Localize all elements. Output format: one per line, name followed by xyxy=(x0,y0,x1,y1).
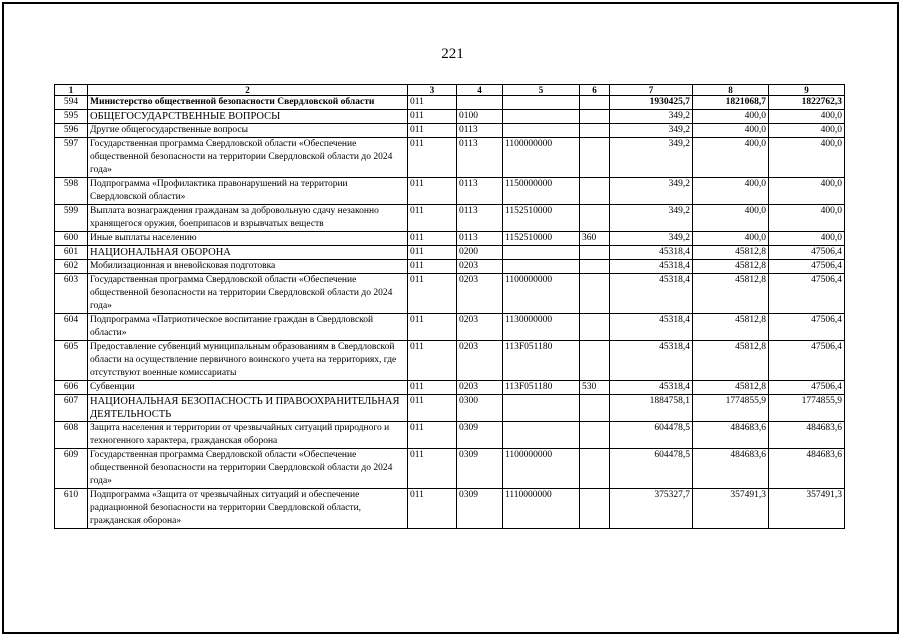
row-number: 594 xyxy=(55,96,88,110)
row-expense-type: 360 xyxy=(580,232,610,246)
row-ministry-code: 011 xyxy=(408,232,457,246)
row-amount-col9: 484683,6 xyxy=(769,449,845,489)
table-row xyxy=(55,274,845,314)
table-row xyxy=(55,489,845,529)
row-number: 602 xyxy=(55,260,88,274)
table-row xyxy=(55,124,845,138)
header-cell: 6 xyxy=(580,85,610,96)
row-expense-type xyxy=(580,274,610,314)
row-section-code: 0113 xyxy=(457,205,503,232)
row-amount-col7: 349,2 xyxy=(610,138,693,178)
row-target-code: 1130000000 xyxy=(503,314,580,341)
row-expense-type xyxy=(580,489,610,529)
row-amount-col7: 45318,4 xyxy=(610,246,693,260)
row-section-code: 0200 xyxy=(457,246,503,260)
row-target-code xyxy=(503,110,580,124)
row-number: 605 xyxy=(55,341,88,381)
table-row xyxy=(55,138,845,178)
row-expense-type xyxy=(580,449,610,489)
row-amount-col8: 1821068,7 xyxy=(693,96,769,110)
row-name: Подпрограмма «Защита от чрезвычайных ситуаций и обеспечение радиационной безопасности на территории Свердловской области, гражданская оборона» xyxy=(88,489,408,529)
row-amount-col8: 45812,8 xyxy=(693,260,769,274)
row-number: 604 xyxy=(55,314,88,341)
header-cell: 4 xyxy=(457,85,503,96)
row-amount-col7: 349,2 xyxy=(610,232,693,246)
row-amount-col8: 484683,6 xyxy=(693,449,769,489)
row-ministry-code: 011 xyxy=(408,110,457,124)
table-row xyxy=(55,246,845,260)
row-section-code: 0203 xyxy=(457,274,503,314)
row-amount-col7: 604478,5 xyxy=(610,422,693,449)
row-amount-col7: 45318,4 xyxy=(610,341,693,381)
row-ministry-code: 011 xyxy=(408,260,457,274)
table-row xyxy=(55,96,845,110)
row-target-code: 113F051180 xyxy=(503,381,580,395)
row-amount-col8: 357491,3 xyxy=(693,489,769,529)
row-name: ОБЩЕГОСУДАРСТВЕННЫЕ ВОПРОСЫ xyxy=(88,110,408,124)
row-amount-col9: 400,0 xyxy=(769,124,845,138)
row-target-code xyxy=(503,395,580,422)
row-amount-col7: 349,2 xyxy=(610,124,693,138)
table-row xyxy=(55,205,845,232)
row-expense-type xyxy=(580,124,610,138)
row-amount-col9: 47506,4 xyxy=(769,246,845,260)
row-amount-col8: 45812,8 xyxy=(693,341,769,381)
row-amount-col9: 1822762,3 xyxy=(769,96,845,110)
row-name: Подпрограмма «Профилактика правонарушений на территории Свердловской области» xyxy=(88,178,408,205)
row-name: Защита населения и территории от чрезвычайных ситуаций природного и техногенного характера, гражданская оборона xyxy=(88,422,408,449)
row-name: Государственная программа Свердловской области «Обеспечение общественной безопасности на территории Свердловской области до 2024 года» xyxy=(88,138,408,178)
row-name: Субвенции xyxy=(88,381,408,395)
row-amount-col8: 400,0 xyxy=(693,205,769,232)
row-ministry-code: 011 xyxy=(408,422,457,449)
row-target-code: 1110000000 xyxy=(503,489,580,529)
row-section-code: 0113 xyxy=(457,124,503,138)
row-section-code: 0203 xyxy=(457,314,503,341)
table-body xyxy=(55,96,845,529)
row-name: Мобилизационная и вневойсковая подготовка xyxy=(88,260,408,274)
row-ministry-code: 011 xyxy=(408,205,457,232)
row-section-code: 0203 xyxy=(457,260,503,274)
row-section-code: 0309 xyxy=(457,422,503,449)
row-amount-col7: 45318,4 xyxy=(610,260,693,274)
row-amount-col9: 47506,4 xyxy=(769,274,845,314)
table-row xyxy=(55,232,845,246)
row-amount-col8: 1774855,9 xyxy=(693,395,769,422)
row-expense-type xyxy=(580,341,610,381)
row-ministry-code: 011 xyxy=(408,274,457,314)
row-name: Выплата вознаграждения гражданам за добровольную сдачу незаконно хранящегося оружия, боеприпасов и взрывчатых веществ xyxy=(88,205,408,232)
row-amount-col8: 400,0 xyxy=(693,232,769,246)
row-target-code: 1100000000 xyxy=(503,274,580,314)
row-amount-col8: 400,0 xyxy=(693,124,769,138)
row-ministry-code: 011 xyxy=(408,178,457,205)
row-name: НАЦИОНАЛЬНАЯ ОБОРОНА xyxy=(88,246,408,260)
row-amount-col7: 349,2 xyxy=(610,110,693,124)
row-name: Иные выплаты населению xyxy=(88,232,408,246)
row-expense-type xyxy=(580,178,610,205)
header-row xyxy=(55,85,845,96)
header-cell: 7 xyxy=(610,85,693,96)
row-number: 595 xyxy=(55,110,88,124)
table-row xyxy=(55,449,845,489)
row-number: 601 xyxy=(55,246,88,260)
row-amount-col7: 604478,5 xyxy=(610,449,693,489)
row-target-code xyxy=(503,96,580,110)
row-amount-col8: 45812,8 xyxy=(693,246,769,260)
row-number: 606 xyxy=(55,381,88,395)
row-expense-type xyxy=(580,138,610,178)
row-target-code: 1152510000 xyxy=(503,232,580,246)
row-amount-col9: 400,0 xyxy=(769,110,845,124)
row-amount-col7: 1930425,7 xyxy=(610,96,693,110)
row-amount-col9: 357491,3 xyxy=(769,489,845,529)
row-expense-type: 530 xyxy=(580,381,610,395)
row-amount-col9: 47506,4 xyxy=(769,341,845,381)
row-number: 610 xyxy=(55,489,88,529)
row-amount-col8: 400,0 xyxy=(693,138,769,178)
header-cell: 3 xyxy=(408,85,457,96)
row-name: НАЦИОНАЛЬНАЯ БЕЗОПАСНОСТЬ И ПРАВООХРАНИТЕЛЬНАЯ ДЕЯТЕЛЬНОСТЬ xyxy=(88,395,408,422)
header-cell: 2 xyxy=(88,85,408,96)
table-row xyxy=(55,178,845,205)
row-amount-col9: 47506,4 xyxy=(769,314,845,341)
row-target-code: 1150000000 xyxy=(503,178,580,205)
row-section-code: 0113 xyxy=(457,138,503,178)
row-section-code: 0300 xyxy=(457,395,503,422)
header-cell: 5 xyxy=(503,85,580,96)
row-ministry-code: 011 xyxy=(408,449,457,489)
row-target-code xyxy=(503,260,580,274)
row-amount-col9: 400,0 xyxy=(769,138,845,178)
row-ministry-code: 011 xyxy=(408,96,457,110)
row-ministry-code: 011 xyxy=(408,381,457,395)
row-name: Государственная программа Свердловской области «Обеспечение общественной безопасности на территории Свердловской области до 2024 года» xyxy=(88,274,408,314)
row-amount-col9: 400,0 xyxy=(769,178,845,205)
row-amount-col7: 1884758,1 xyxy=(610,395,693,422)
row-number: 599 xyxy=(55,205,88,232)
row-expense-type xyxy=(580,110,610,124)
row-target-code: 113F051180 xyxy=(503,341,580,381)
row-section-code: 0309 xyxy=(457,449,503,489)
table-row xyxy=(55,381,845,395)
row-number: 600 xyxy=(55,232,88,246)
header-cell: 8 xyxy=(693,85,769,96)
header-cell: 1 xyxy=(55,85,88,96)
row-expense-type xyxy=(580,422,610,449)
table-row xyxy=(55,314,845,341)
row-ministry-code: 011 xyxy=(408,138,457,178)
row-amount-col7: 45318,4 xyxy=(610,381,693,395)
row-target-code: 1100000000 xyxy=(503,138,580,178)
row-section-code xyxy=(457,96,503,110)
row-amount-col9: 400,0 xyxy=(769,205,845,232)
table-row xyxy=(55,110,845,124)
row-expense-type xyxy=(580,96,610,110)
row-ministry-code: 011 xyxy=(408,246,457,260)
row-number: 603 xyxy=(55,274,88,314)
row-amount-col7: 45318,4 xyxy=(610,314,693,341)
table-row xyxy=(55,395,845,422)
row-name: Предоставление субвенций муниципальным образованиям в Свердловской области на осуществление первичного воинского учета на территориях, где отсутствуют военные комиссариаты xyxy=(88,341,408,381)
row-expense-type xyxy=(580,260,610,274)
row-ministry-code: 011 xyxy=(408,341,457,381)
row-number: 598 xyxy=(55,178,88,205)
row-name: Другие общегосударственные вопросы xyxy=(88,124,408,138)
row-number: 596 xyxy=(55,124,88,138)
budget-table xyxy=(54,84,845,529)
row-section-code: 0309 xyxy=(457,489,503,529)
row-amount-col8: 400,0 xyxy=(693,110,769,124)
row-expense-type xyxy=(580,205,610,232)
row-number: 607 xyxy=(55,395,88,422)
header-cell: 9 xyxy=(769,85,845,96)
table-row xyxy=(55,422,845,449)
row-amount-col8: 45812,8 xyxy=(693,314,769,341)
row-section-code: 0203 xyxy=(457,341,503,381)
row-expense-type xyxy=(580,246,610,260)
row-amount-col8: 45812,8 xyxy=(693,381,769,395)
row-number: 608 xyxy=(55,422,88,449)
row-target-code xyxy=(503,422,580,449)
row-expense-type xyxy=(580,314,610,341)
row-section-code: 0113 xyxy=(457,232,503,246)
row-amount-col7: 45318,4 xyxy=(610,274,693,314)
row-amount-col9: 400,0 xyxy=(769,232,845,246)
row-ministry-code: 011 xyxy=(408,395,457,422)
row-amount-col7: 375327,7 xyxy=(610,489,693,529)
table-row xyxy=(55,260,845,274)
row-section-code: 0203 xyxy=(457,381,503,395)
row-target-code xyxy=(503,246,580,260)
row-name: Министерство общественной безопасности Свердловской области xyxy=(88,96,408,110)
table-row xyxy=(55,341,845,381)
row-target-code xyxy=(503,124,580,138)
row-section-code: 0100 xyxy=(457,110,503,124)
row-amount-col9: 47506,4 xyxy=(769,381,845,395)
row-target-code: 1152510000 xyxy=(503,205,580,232)
row-expense-type xyxy=(580,395,610,422)
row-name: Подпрограмма «Патриотическое воспитание граждан в Свердловской области» xyxy=(88,314,408,341)
row-amount-col8: 45812,8 xyxy=(693,274,769,314)
row-number: 597 xyxy=(55,138,88,178)
row-ministry-code: 011 xyxy=(408,314,457,341)
row-ministry-code: 011 xyxy=(408,124,457,138)
row-section-code: 0113 xyxy=(457,178,503,205)
row-amount-col8: 484683,6 xyxy=(693,422,769,449)
row-ministry-code: 011 xyxy=(408,489,457,529)
row-amount-col9: 484683,6 xyxy=(769,422,845,449)
row-amount-col8: 400,0 xyxy=(693,178,769,205)
row-amount-col9: 1774855,9 xyxy=(769,395,845,422)
row-amount-col9: 47506,4 xyxy=(769,260,845,274)
row-amount-col7: 349,2 xyxy=(610,178,693,205)
row-number: 609 xyxy=(55,449,88,489)
row-name: Государственная программа Свердловской области «Обеспечение общественной безопасности на территории Свердловской области до 2024 года» xyxy=(88,449,408,489)
row-amount-col7: 349,2 xyxy=(610,205,693,232)
page-number: 221 xyxy=(441,46,464,62)
row-target-code: 1100000000 xyxy=(503,449,580,489)
